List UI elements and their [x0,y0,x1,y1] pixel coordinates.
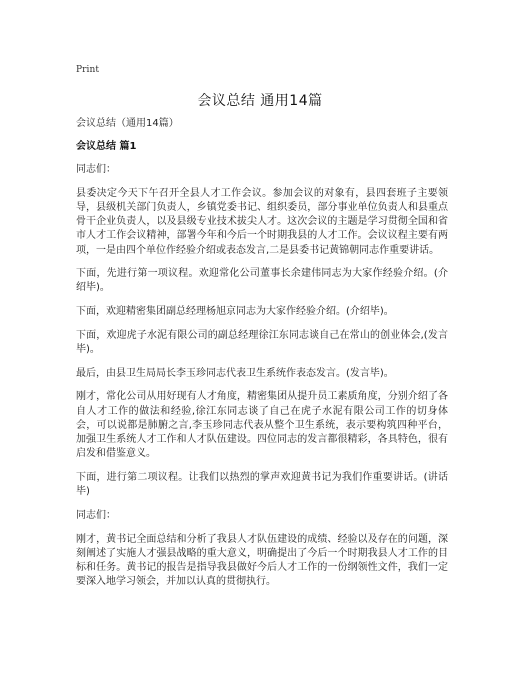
paragraph-greeting: 同志们： [76,164,116,175]
paragraph-summary-speeches: 刚才，常化公司从用好现有人才角度，精密集团从提升员工素质角度，分别介绍了各自人才工作的做法和经验,徐江东同志谈了自己在虎子水泥有限公司工作的切身体会，可以说都是肺腑之言,李玉珍同志代表从整个卫生系统，表示要构筑四种平台，加强卫生系统人才工作和人才队伍建设。四位同志的发言都很精彩，各具特色，很有启发和借鉴意义。 [76,391,448,460]
paragraph-first-agenda: 下面，先进行第一项议程。欢迎常化公司董事长余建伟同志为大家作经验介绍。(介绍毕)。 [76,268,448,294]
section-heading: 会议总结 篇1 [76,141,137,152]
paragraph-greeting-2: 同志们： [76,509,116,521]
document-body [76,117,448,599]
paragraph-second-agenda: 下面，进行第二项议程。让我们以热烈的掌声欢迎黄书记为我们作重要讲话。(讲话毕) [76,471,448,498]
paragraph-jingmi-speech: 下面，欢迎精密集团副总经理杨旭京同志为大家作经验介绍。(介绍毕)。 [76,306,394,318]
paragraph-health-speech: 最后，由县卫生局局长李玉珍同志代表卫生系统作表态发言。(发言毕)。 [76,367,394,379]
paragraph-meeting-intro: 县委决定今天下午召开全县人才工作会议。参加会议的对象有，县四套班子主要领导，县级机关部门负责人，乡镇党委书记、组织委员，部分事业单位负责人和县重点骨干企业负责人，以及县级专业技术拔尖人才。这次会议的主题是学习贯彻全国和省市人才工作会议精神，部署今年和今后一个时期我县的人才工作。会议议程主要有两项，一是由四个单位作经验介绍或表态发言,二是县委书记黄锦朝同志作重要讲话。 [76,187,448,256]
document-title: 会议总结 通用14篇 [197,93,323,109]
document-subtitle: 会议总结（通用14篇） [76,118,179,129]
paragraph-closing: 刚才，黄书记全面总结和分析了我县人才队伍建设的成绩、经验以及存在的问题，深刻阐述了实施人才强县战略的重大意义，明确提出了今后一个时期我县人才工作的目标和任务。黄书记的报告是指导我县做好今后人才工作的一份纲领性文件，我们一定要深入地学习领会，并加以认真的贯彻执行。 [76,533,448,588]
paragraph-huzi-speech: 下面，欢迎虎子水泥有限公司的副总经理徐江东同志谈自己在常山的创业体会,(发言毕)。 [76,329,448,356]
print-link[interactable]: Print [76,65,100,75]
